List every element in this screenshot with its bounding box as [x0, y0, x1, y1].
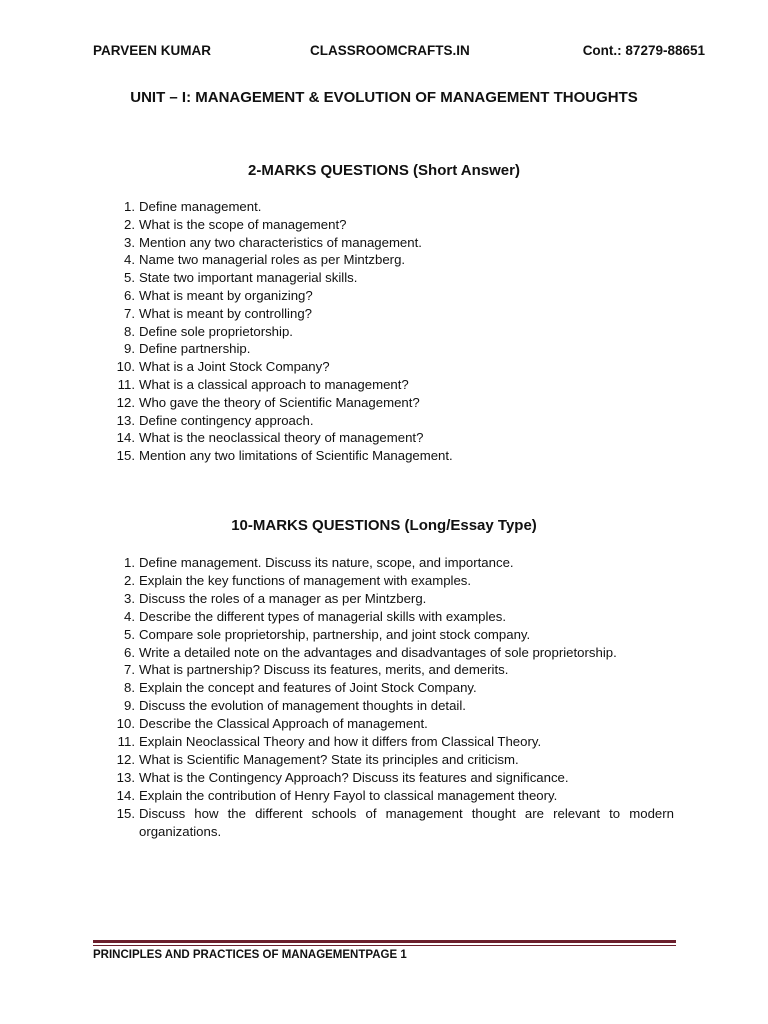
question-text: Explain the key functions of management with examples. [139, 572, 472, 588]
essay-question-list [116, 554, 674, 841]
question-text: Define sole proprietorship. [139, 323, 293, 339]
question-number: 1. [124, 555, 135, 570]
question-number: 9. [124, 698, 135, 714]
question-item [116, 787, 674, 805]
question-text: Explain the contribution of Henry Fayol to classical management theory. [139, 787, 558, 803]
question-item [124, 626, 674, 644]
question-number: 14. [116, 787, 135, 803]
question-text: What is the scope of management? [139, 216, 347, 232]
contact-number: Cont.: 87279-88651 [582, 43, 705, 58]
question-number: 4. [124, 252, 135, 268]
question-text: Who gave the theory of Scientific Management? [139, 394, 420, 410]
question-item [124, 679, 674, 697]
question-number: 12. [116, 394, 135, 410]
question-item [124, 661, 674, 679]
question-number: 15. [116, 448, 135, 464]
question-item [116, 751, 674, 769]
author-name: PARVEEN KUMAR [93, 43, 212, 58]
question-item [117, 733, 674, 751]
question-text: Explain the concept and features of Joint Stock Company. [139, 680, 477, 696]
question-text: What is meant by organizing? [139, 287, 313, 303]
question-number: 13. [116, 769, 135, 785]
question-number: 6. [124, 644, 135, 660]
question-text: What is the neoclassical theory of management? [139, 430, 424, 446]
question-item [124, 697, 674, 715]
question-number: 12. [116, 751, 135, 767]
question-item [116, 447, 674, 465]
question-number: 10. [116, 359, 135, 375]
question-text: Define management. [139, 199, 262, 214]
question-text: What is Scientific Management? State its principles and criticism. [139, 751, 519, 767]
question-number: 4. [124, 608, 135, 624]
question-item [116, 394, 674, 412]
question-text: Discuss the roles of a manager as per Mintzberg. [139, 590, 427, 606]
question-item [124, 644, 674, 662]
question-item [124, 198, 674, 216]
question-number: 5. [124, 626, 135, 642]
question-number: 5. [124, 270, 135, 286]
page-header [93, 43, 705, 61]
question-number: 1. [124, 199, 135, 214]
question-number: 15. [116, 805, 135, 821]
question-item [124, 590, 674, 608]
question-text: Define contingency approach. [139, 412, 314, 428]
question-number: 2. [124, 216, 135, 232]
question-item [124, 287, 674, 305]
question-text: Define partnership. [139, 341, 251, 357]
question-text: Describe the Classical Approach of management. [139, 716, 428, 732]
question-item [116, 769, 674, 787]
question-number: 10. [116, 716, 135, 732]
question-item [116, 358, 674, 376]
question-number: 8. [124, 680, 135, 696]
question-number: 6. [124, 287, 135, 303]
question-text: What is partnership? Discuss its features, merits, and demerits. [139, 662, 509, 678]
question-item [124, 323, 674, 341]
question-text: Define management. Discuss its nature, scope, and importance. [139, 555, 514, 570]
question-item [117, 376, 674, 394]
question-text: Describe the different types of managerial skills with examples. [139, 608, 506, 624]
question-item [116, 805, 674, 841]
question-item [124, 234, 674, 252]
question-item [124, 251, 674, 269]
question-number: 3. [124, 234, 135, 250]
question-number: 11. [117, 734, 135, 750]
question-text: What is meant by controlling? [139, 305, 312, 321]
question-number: 14. [116, 430, 135, 446]
question-text: Compare sole proprietorship, partnership, and joint stock company. [139, 626, 531, 642]
question-item [124, 608, 674, 626]
question-number: 13. [116, 412, 135, 428]
question-text: Name two managerial roles as per Mintzberg. [139, 252, 406, 268]
question-text: What is a classical approach to management? [139, 376, 409, 392]
question-text: Mention any two limitations of Scientific Management. [139, 448, 453, 464]
question-item [124, 269, 674, 287]
question-item [116, 429, 674, 447]
question-text: Explain Neoclassical Theory and how it differs from Classical Theory. [139, 734, 542, 750]
question-item [124, 305, 674, 323]
question-item [116, 715, 674, 733]
question-item [124, 340, 674, 358]
question-number: 9. [124, 341, 135, 357]
question-text: Mention any two characteristics of management. [139, 234, 422, 250]
question-item [116, 412, 674, 430]
question-item [124, 216, 674, 234]
question-item [124, 572, 674, 590]
unit-title: UNIT – I: MANAGEMENT & EVOLUTION OF MANAGEMENT THOUGHTS [130, 89, 638, 106]
question-text: What is the Contingency Approach? Discuss its features and significance. [139, 769, 569, 785]
short-answer-section-title: 2-MARKS QUESTIONS (Short Answer) [248, 162, 520, 179]
short-answer-question-list [116, 198, 674, 465]
question-item [124, 554, 674, 572]
question-text: What is a Joint Stock Company? [139, 359, 330, 375]
footer-text: PRINCIPLES AND PRACTICES OF MANAGEMENTPAGE 1 [93, 949, 407, 961]
question-number: 8. [124, 323, 135, 339]
question-text: Write a detailed note on the advantages and disadvantages of sole proprietorship. [139, 644, 617, 660]
footer-rule-thick [93, 940, 676, 943]
question-text: Discuss how the different schools of management thought are relevant to modern organizations. [139, 805, 674, 839]
website-name: CLASSROOMCRAFTS.IN [310, 43, 470, 58]
question-number: 2. [124, 572, 135, 588]
footer-rule-thin [93, 945, 676, 946]
essay-section-title: 10-MARKS QUESTIONS (Long/Essay Type) [231, 517, 537, 534]
question-text: Discuss the evolution of management thoughts in detail. [139, 698, 466, 714]
question-number: 7. [124, 662, 135, 678]
question-number: 7. [124, 305, 135, 321]
question-number: 11. [117, 376, 135, 392]
question-text: State two important managerial skills. [139, 270, 358, 286]
question-number: 3. [124, 590, 135, 606]
